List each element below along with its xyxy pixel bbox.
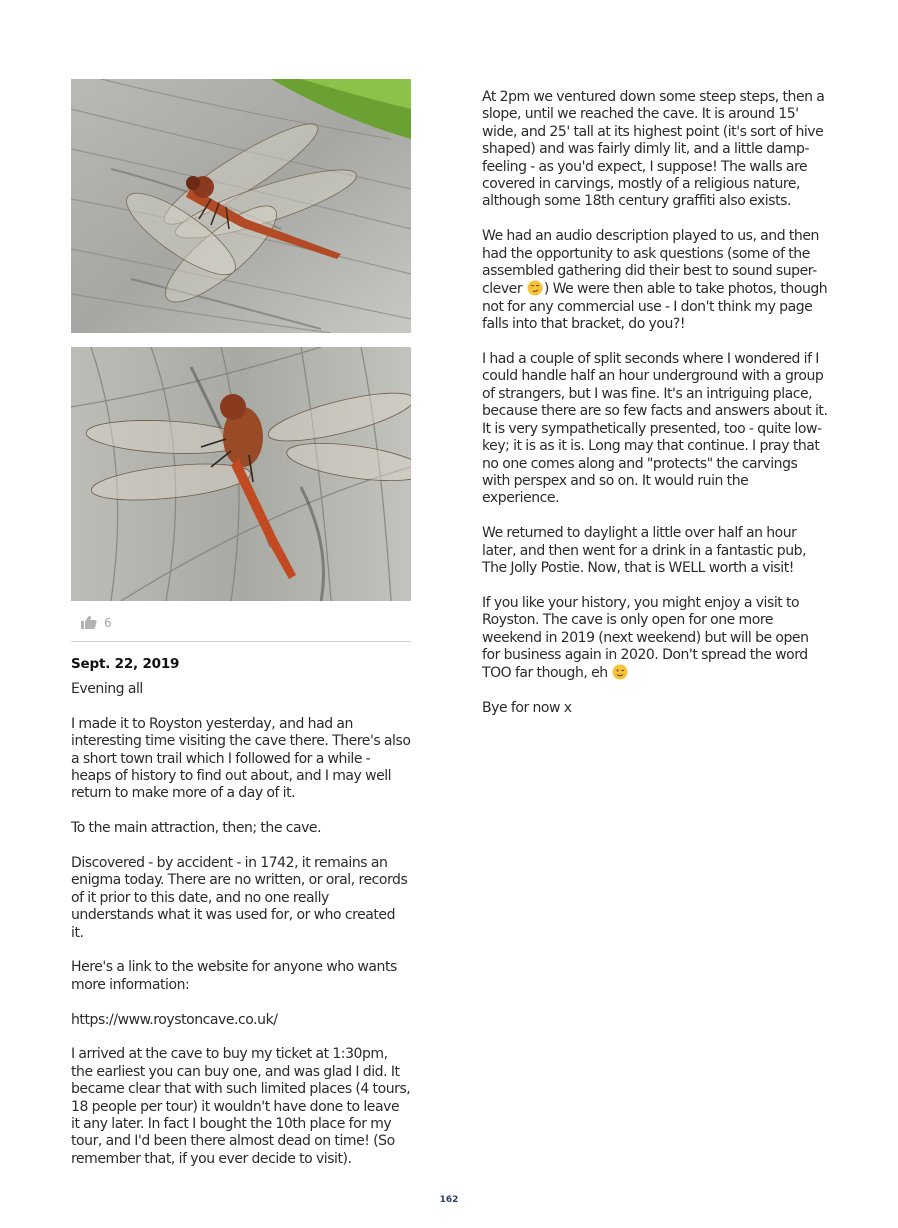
left-paragraph-7: I arrived at the cave to buy my ticket at 1:30pm, the earliest you can buy one, and was glad I did. It became clear that with such limited places (4 tours, 18 people per tour) it wouldn't have done to leave it any later. In fact I bought the 10th place for my tour, and I'd been there almost dead on time! (So remember that, if you ever decide to visit).	[71, 1046, 411, 1167]
dragonfly-photo-1	[71, 79, 411, 333]
left-paragraph-2: I made it to Royston yesterday, and had an interesting time visiting the cave there. There's also a short town trail which I followed for a while - heaps of history to find out about, and I may well return to make more of a day of it.	[71, 715, 411, 802]
left-column	[71, 79, 411, 1186]
right-column	[482, 89, 828, 735]
left-paragraph-3: To the main attraction, then; the cave.	[71, 820, 322, 837]
page-number: 162	[439, 1195, 459, 1205]
thumbs-up-icon[interactable]	[81, 615, 97, 629]
right-paragraph-2-end: ) We were then able to take photos, though not for any commercial use - I don't think my page falls into that bracket, do you?!	[482, 281, 828, 333]
smirking-face-emoji-icon	[527, 280, 543, 296]
left-paragraph-4: Discovered - by accident - in 1742, it remains an enigma today. There are no written, or oral, records of it prior to this date, and no one really understands what it was used for, or who created it.	[71, 855, 408, 941]
winking-face-emoji-icon	[612, 664, 628, 680]
right-paragraph-6: Bye for now x	[482, 700, 572, 717]
post-date: Sept. 22, 2019	[71, 656, 180, 672]
website-link[interactable]: https://www.roystoncave.co.uk/	[71, 1011, 278, 1028]
right-paragraph-2-start: We had an audio description played to us, and then had the opportunity to ask questions (some of the assembled gathering did their best to sound super-clever	[482, 228, 819, 298]
likes-bar	[71, 601, 411, 642]
dragonfly-photo-2	[71, 347, 411, 601]
right-paragraph-4: We returned to daylight a little over half an hour later, and then went for a drink in a fantastic pub, The Jolly Postie. Now, that is WELL worth a visit!	[482, 525, 807, 576]
right-paragraph-1: At 2pm we ventured down some steep steps, then a slope, until we reached the cave. It is around 15' wide, and 25' tall at its highest point (it's sort of hive shaped) and was fairly dimly lit, and a little damp-feeling - as you'd expect, I suppose! The walls are covered in carvings, mostly of a religious nature, although some 18th century graffiti also exists.	[482, 89, 825, 210]
left-paragraph-1: Evening all	[71, 681, 143, 697]
left-paragraph-5: Here's a link to the website for anyone who wants more information:	[71, 959, 397, 993]
right-paragraph-2	[482, 228, 828, 333]
right-paragraph-5-text: If you like your history, you might enjoy a visit to Royston. The cave is only open for one more weekend in 2019 (next weekend) but will be open for business again in 2020. Don't spread the word TOO far though, eh	[482, 594, 809, 682]
right-paragraph-3: I had a couple of split seconds where I wondered if I could handle half an hour underground with a group of strangers, but I was fine. It's an intriguing place, because there are so few facts and answers about it. It is very sympathetically presented, too - quite low-key; it is as it is. Long may that continue. I pray that no one comes along and "protects" the carvings with perspex and so on. It would ruin the experience.	[482, 351, 828, 507]
likes-count: 6	[104, 616, 112, 630]
right-paragraph-5	[482, 595, 828, 683]
